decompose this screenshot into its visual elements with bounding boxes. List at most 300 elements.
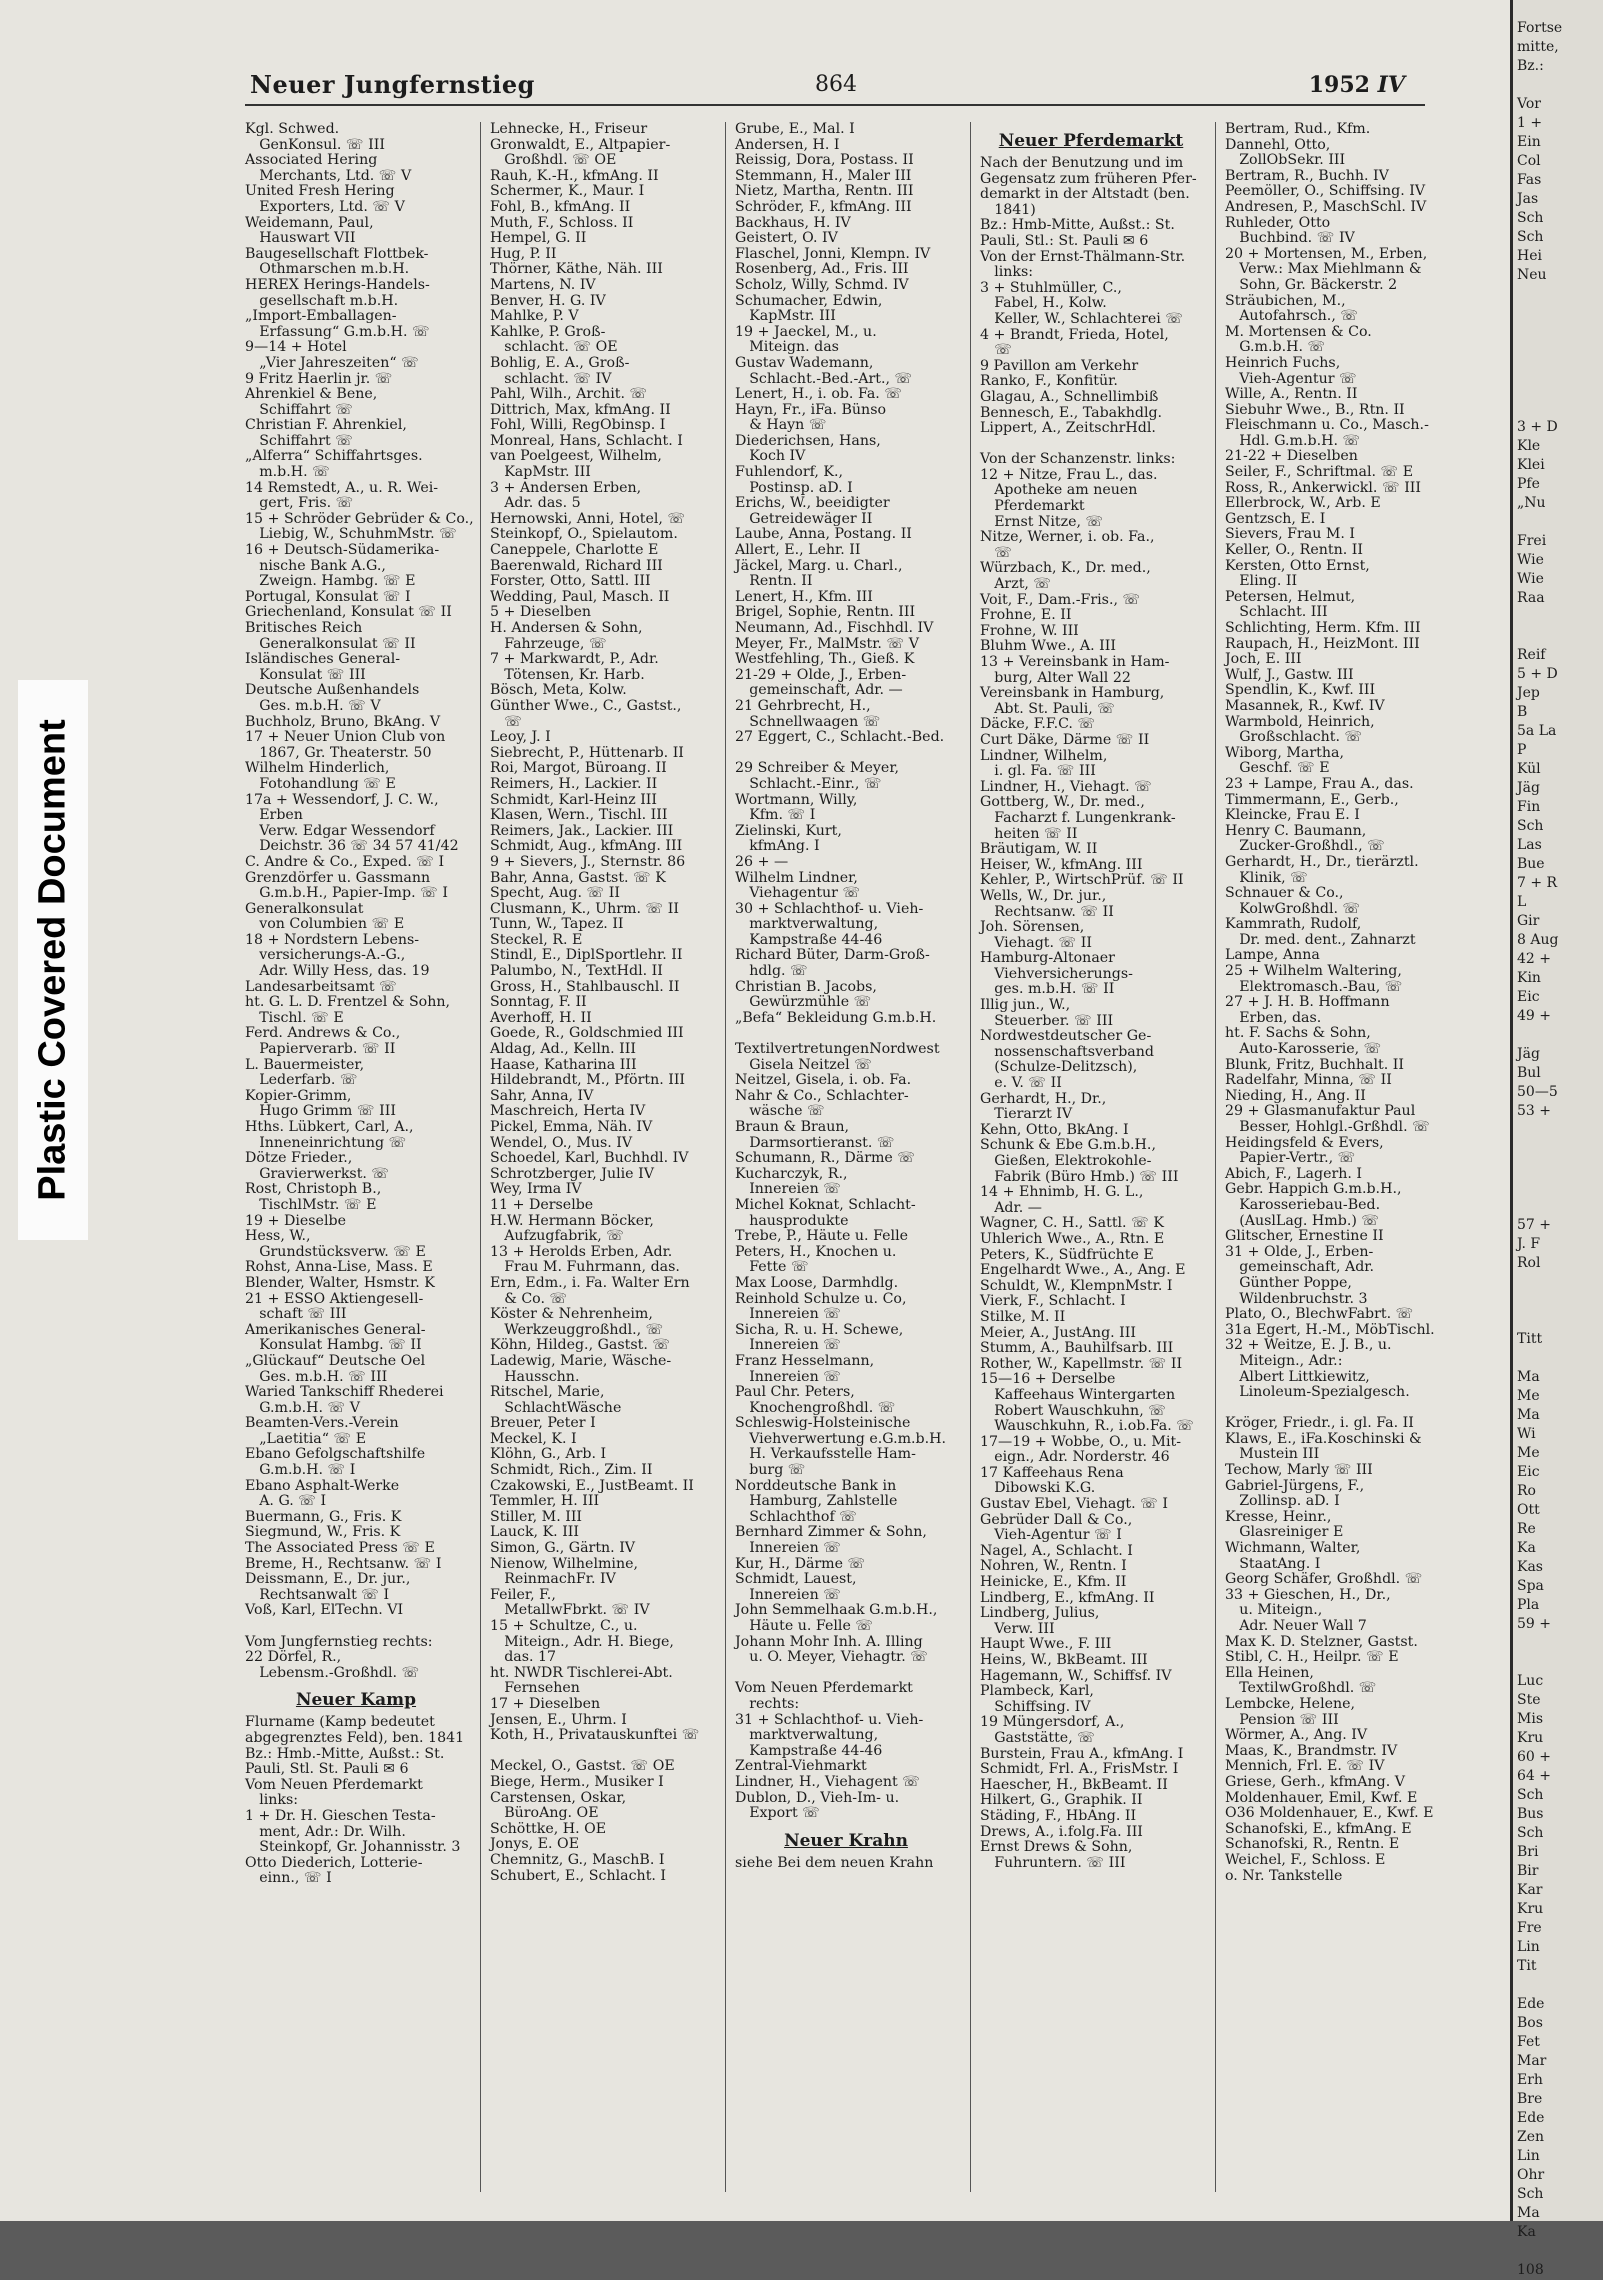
directory-line: hausprodukte [735, 1212, 849, 1229]
directory-line: Ruhleder, Otto [1225, 214, 1331, 231]
adjacent-page-fragment: Kar [1517, 1882, 1543, 1898]
directory-line: Zielinski, Kurt, [735, 822, 842, 839]
directory-line: Bohlig, E. A., Groß- [490, 354, 630, 371]
directory-line: Fette ☏ [735, 1259, 809, 1276]
adjacent-page-fragment: L [1517, 894, 1527, 910]
directory-line: Backhaus, H. IV [735, 214, 851, 231]
directory-line: 27 + J. H. B. Hoffmann [1225, 994, 1390, 1011]
directory-line: 19 Müngersdorf, A., [980, 1714, 1125, 1731]
directory-line: Wauschkuhn, R., i.ob.Fa. ☏ [980, 1418, 1195, 1435]
directory-line: Petersen, Helmut, [1225, 588, 1356, 605]
directory-line: 17 + Dieselben [490, 1695, 601, 1712]
directory-line: Thörner, Käthe, Näh. III [490, 261, 663, 278]
directory-line: Schiffahrt ☏ [245, 401, 353, 418]
directory-line: Gottberg, W., Dr. med., [980, 794, 1145, 811]
directory-line: StaatAng. I [1225, 1555, 1321, 1572]
directory-line: Schumann, R., Därme ☏ [735, 1150, 916, 1167]
directory-line: 13 + Vereinsbank in Ham- [980, 654, 1170, 670]
adjacent-page-fragment: Zen [1517, 2129, 1545, 2145]
adjacent-page-fragment [1513, 608, 1603, 627]
directory-line: Rechtsanw. ☏ II [980, 903, 1114, 920]
directory-line: 19 + Jaeckel, M., u. [735, 323, 877, 340]
directory-line [245, 1619, 467, 1635]
directory-line: Schiffahrt ☏ [245, 432, 353, 449]
plastic-covered-label [18, 680, 88, 1240]
directory-line: Papier-Vertr., ☏ [1225, 1150, 1356, 1167]
directory-line: Schmidt, Rich., Zim. II [490, 1462, 653, 1479]
directory-line: Bräutigam, W. II [980, 841, 1098, 858]
directory-line: Schiffsing. IV [980, 1698, 1091, 1715]
adjacent-page-fragment: Bir [1517, 1863, 1539, 1879]
directory-line: HEREX Herings-Handels- [245, 276, 430, 293]
directory-line: Reinhold Schulze u. Co, [735, 1290, 907, 1307]
directory-line: M. Mortensen & Co. [1225, 323, 1372, 340]
directory-line: Ernst Nitze, ☏ [980, 513, 1104, 530]
directory-line: Abt. St. Pauli, ☏ [980, 700, 1116, 717]
directory-line: Fernsehen [490, 1680, 580, 1697]
directory-line: Glitscher, Ernestine II [1225, 1228, 1384, 1245]
directory-columns [245, 122, 1485, 2202]
directory-line: Neitzel, Gisela, i. ob. Fa. [735, 1072, 912, 1089]
adjacent-page-fragment: Sch [1517, 818, 1544, 834]
directory-line: Christian B. Jacobs, [735, 978, 877, 995]
adjacent-page-fragment: Me [1517, 1445, 1540, 1461]
adjacent-page-fragment: Fre [1517, 1920, 1542, 1936]
directory-line [980, 437, 1202, 453]
directory-line: Isländisches General- [245, 651, 401, 668]
directory-line: Bertram, Rud., Kfm. [1225, 121, 1371, 137]
directory-line: Ross, R., Ankerwickl. ☏ III [1225, 479, 1422, 496]
adjacent-page-fragment: Mis [1517, 1711, 1543, 1727]
directory-line: Fabel, H., Kolw. [980, 295, 1107, 312]
directory-line: Schröder, F., kfmAng. III [735, 198, 912, 215]
directory-line: Wagner, C. H., Sattl. ☏ K [980, 1215, 1164, 1232]
directory-line: (Schulze-Delitzsch), [980, 1059, 1138, 1076]
directory-line: Steckel, R. E [490, 931, 583, 948]
directory-line: Monreal, Hans, Schlacht. I [490, 432, 683, 449]
directory-line: G.m.b.H. ☏ I [245, 1462, 356, 1479]
directory-line: Aldag, Ad., Kelln. III [490, 1041, 636, 1058]
directory-line: gemeinschaft, Adr. [1225, 1259, 1375, 1276]
directory-line: Vom Neuen Pferdemarkt [245, 1776, 423, 1793]
directory-line: Zentral-Viehmarkt [735, 1758, 867, 1775]
directory-line: 9 + Sievers, J., Sternstr. 86 [490, 853, 686, 870]
directory-line: Schoedel, Karl, Buchhdl. IV [490, 1150, 689, 1167]
directory-line [490, 1744, 712, 1760]
directory-line: Forster, Otto, Sattl. III [490, 573, 651, 590]
directory-line: „Import-Emballagen- [245, 308, 397, 325]
adjacent-page-fragment: Sch [1517, 1787, 1544, 1803]
directory-line: Caneppele, Charlotte E [490, 542, 659, 559]
directory-line: Autofahrsch., ☏ [1225, 308, 1359, 325]
directory-line: Moldenhauer, Emil, Kwf. E [1225, 1789, 1418, 1806]
directory-line: 29 + Glasmanufaktur Paul [1225, 1103, 1416, 1120]
directory-line: Kampstraße 44-46 [735, 931, 883, 948]
directory-line: Dannehl, Otto, [1225, 136, 1331, 153]
directory-line: 31 + Schlachthof- u. Vieh- [735, 1711, 924, 1728]
directory-line: Plato, O., BlechwFabrt. ☏ [1225, 1306, 1414, 1323]
directory-line: Pension ☏ III [1225, 1711, 1339, 1728]
directory-line: Verw.: Max Miehlmann & [1225, 261, 1422, 278]
adjacent-page-fragment [1513, 1197, 1603, 1216]
directory-line: Gebr. Happich G.m.b.H., [1225, 1181, 1402, 1198]
directory-line: Deutsche Außenhandels [245, 682, 420, 699]
adjacent-page-fragment: Me [1517, 1388, 1540, 1404]
adjacent-page-fragment [1513, 0, 1603, 19]
directory-line: Häute u. Felle ☏ [735, 1618, 874, 1634]
directory-line: Auto-Karosserie, ☏ [1225, 1041, 1382, 1058]
directory-line: Bluhm Wwe., A. III [980, 638, 1116, 655]
directory-line: „Vier Jahreszeiten“ ☏ [245, 354, 419, 371]
directory-line: Getreidewäger II [735, 510, 873, 527]
directory-line: Buchholz, Bruno, BkAng. V [245, 713, 441, 730]
column-3 [735, 122, 957, 2202]
directory-line: Hernowski, Anni, Hotel, ☏ [490, 510, 686, 527]
adjacent-page-fragment: Neu [1517, 267, 1547, 283]
column-divider [725, 122, 726, 2192]
adjacent-page-fragment: 64 + [1517, 1768, 1551, 1784]
directory-line: Reimers, H., Lackier. II [490, 775, 658, 792]
directory-line: Adr. das. 5 [490, 495, 581, 512]
directory-line: (AuslLag. Hmb.) ☏ [1225, 1212, 1380, 1229]
directory-line: Vierk, F., Schlacht. I [980, 1293, 1126, 1310]
directory-line: Andersen, H. I [735, 136, 840, 153]
directory-line: gert, Fris. ☏ [245, 495, 354, 512]
directory-line: Schrotzberger, Julie IV [490, 1165, 654, 1182]
directory-line: Raupach, H., HeizMont. III [1225, 635, 1420, 652]
adjacent-page-fragment: P [1517, 742, 1527, 758]
directory-line: Wilhelm Lindner, [735, 869, 858, 886]
directory-line: Wedding, Paul, Masch. II [490, 588, 670, 605]
adjacent-page-fragment: 1 + [1517, 115, 1543, 131]
directory-line: Stibl, C. H., Heilpr. ☏ E [1225, 1649, 1399, 1666]
directory-line: Braun & Braun, [735, 1119, 850, 1135]
directory-line: Ges. m.b.H. ☏ V [245, 697, 381, 714]
directory-line [735, 1026, 957, 1042]
directory-line: Weidemann, Paul, [245, 214, 374, 231]
directory-line: ☏ [490, 713, 522, 730]
directory-line: Wilhelm Hinderlich, [245, 760, 390, 777]
directory-line: Jonys, E. OE [490, 1836, 580, 1853]
adjacent-page-fragment: Sch [1517, 210, 1544, 226]
directory-line: Schnauer & Co., [1225, 885, 1344, 902]
directory-line: Nahr & Co., Schlachter- [735, 1087, 909, 1104]
adjacent-page-fragment [1513, 1976, 1603, 1995]
directory-line: u. O. Meyer, Viehagtr. ☏ [735, 1649, 929, 1666]
directory-line: Fabrik (Büro Hmb.) ☏ III [980, 1168, 1179, 1185]
directory-line: Brigel, Sophie, Rentn. III [735, 604, 916, 621]
directory-line: Wildenbruchstr. 3 [1225, 1290, 1368, 1307]
directory-line: Konsulat ☏ III [245, 666, 366, 683]
directory-line: Portugal, Konsulat ☏ I [245, 588, 411, 605]
adjacent-page-fragment: Erh [1517, 2072, 1543, 2088]
directory-line: 1867, Gr. Theaterstr. 50 [245, 744, 432, 761]
directory-line: Adr. — [980, 1199, 1042, 1216]
directory-line: TischlMstr. ☏ E [245, 1196, 377, 1213]
directory-line: Postinsp. aD. I [735, 479, 853, 496]
directory-line: Ern, Edm., i. Fa. Walter Ern [490, 1274, 690, 1291]
directory-line: 16 + Deutsch-Südamerika- [245, 542, 440, 559]
directory-line: Michel Koknat, Schlacht- [735, 1196, 916, 1213]
directory-line: Fleischmann u. Co., Masch.- [1225, 417, 1429, 434]
directory-line: Engelhardt Wwe., A., Ang. E [980, 1262, 1186, 1279]
directory-line: Verw. Edgar Wessendorf [245, 822, 435, 839]
directory-line: Franz Hesselmann, [735, 1352, 875, 1369]
directory-line: Wiborg, Martha, [1225, 744, 1344, 761]
adjacent-page-fragment [1513, 1159, 1603, 1178]
directory-line: Lindner, H., Viehagt. ☏ [980, 778, 1152, 795]
directory-line: 31a Egert, H.-M., MöbTischl. [1225, 1321, 1435, 1338]
adjacent-page-fragment: 3 + D [1517, 419, 1558, 435]
directory-line: Gießen, Elektrokohle- [980, 1153, 1152, 1169]
adjacent-page-fragment: Jäg [1517, 1046, 1540, 1062]
directory-line: TextilwGroßhdl. ☏ [1225, 1680, 1377, 1697]
directory-line: 9 Pavillon am Verkehr [980, 357, 1139, 374]
directory-line: 21-29 + Olde, J., Erben- [735, 666, 907, 683]
directory-line: Peters, K., Südfrüchte E [980, 1246, 1154, 1263]
directory-line: Gebrüder Dall & Co., [980, 1511, 1133, 1528]
directory-line: Viehagt. ☏ II [980, 934, 1092, 951]
plastic-covered-label-text: Plastic Covered Document [31, 719, 74, 1201]
directory-line: ges. m.b.H. ☏ II [980, 981, 1115, 998]
directory-line: Nietz, Martha, Rentn. III [735, 183, 914, 200]
adjacent-page-fragment [1513, 1634, 1603, 1653]
directory-line: Vom Neuen Pferdemarkt [735, 1680, 913, 1697]
adjacent-page-fragment: Lin [1517, 2148, 1540, 2164]
directory-line: 13 + Herolds Erben, Adr. [490, 1243, 673, 1260]
directory-line: ☏ [980, 544, 1012, 561]
directory-line: Frohne, E. II [980, 607, 1072, 624]
directory-line: Export ☏ [735, 1805, 820, 1822]
directory-line: Schlachthof ☏ [735, 1508, 857, 1525]
directory-line: Buchbind. ☏ IV [1225, 230, 1355, 247]
adjacent-page-fragment: 49 + [1517, 1008, 1551, 1024]
directory-line: Geistert, O. IV [735, 230, 838, 247]
directory-line: Günther Wwe., C., Gastst., [490, 697, 682, 714]
adjacent-page-fragment [1513, 323, 1603, 342]
directory-line: Weichel, F., Schloss. E [1225, 1851, 1386, 1868]
directory-line: Gross, H., Stahlbauschl. II [490, 978, 680, 995]
directory-line: Deissmann, E., Dr. jur., [245, 1571, 411, 1588]
directory-line: 21-22 + Dieselben [1225, 448, 1358, 465]
adjacent-page-fragment: Reif [1517, 647, 1546, 663]
directory-line: Schlichting, Herm. Kfm. III [1225, 620, 1421, 636]
directory-line: Othmarschen m.b.H. [245, 261, 410, 278]
directory-line: Maas, K., Brandmstr. IV [1225, 1742, 1398, 1759]
directory-line: Hilkert, G., Graphik. II [980, 1792, 1143, 1809]
directory-line: Schubert, E., Schlacht. I [490, 1867, 667, 1884]
directory-line: Ebano Asphalt-Werke [245, 1477, 400, 1494]
directory-line: Martens, N. IV [490, 276, 596, 293]
directory-line: & Co. ☏ [490, 1290, 568, 1307]
directory-line: Norddeutsche Bank in [735, 1477, 897, 1494]
directory-line: Fuhlendorf, K., [735, 464, 843, 481]
directory-line: 25 + Wilhelm Waltering, [1225, 963, 1402, 980]
directory-line: Zollinsp. aD. I [1225, 1493, 1340, 1510]
directory-line: „Glückauf“ Deutsche Oel [245, 1352, 426, 1369]
directory-line: Sicha, R. u. H. Schewe, [735, 1321, 904, 1338]
directory-line: Kresse, Heinr., [1225, 1508, 1332, 1525]
adjacent-page-fragment: Ka [1517, 1540, 1536, 1556]
directory-line: Fotohandlung ☏ E [245, 775, 396, 792]
adjacent-page-fragment: Bos [1517, 2015, 1543, 2031]
directory-line: Heidingsfeld & Evers, [1225, 1134, 1384, 1151]
adjacent-page-fragment: „Nu [1517, 495, 1546, 511]
adjacent-page-fragment [1513, 1178, 1603, 1197]
directory-line: Lembcke, Helene, [1225, 1695, 1356, 1712]
directory-line: Voß, Karl, ElTechn. VI [245, 1602, 404, 1619]
directory-line: Stindl, E., DiplSportlehr. II [490, 947, 683, 964]
column-divider [480, 122, 481, 2192]
directory-line: Christian F. Ahrenkiel, [245, 417, 407, 434]
directory-line: Lindberg, E., kfmAng. II [980, 1589, 1155, 1606]
directory-line: Carstensen, Oskar, [490, 1789, 627, 1806]
directory-line: 26 + — [735, 853, 789, 870]
directory-line: The Associated Press ☏ E [245, 1540, 435, 1557]
directory-line: Bennesch, E., Tabakhdlg. [980, 404, 1163, 421]
directory-line: Pickel, Emma, Näh. IV [490, 1119, 653, 1135]
directory-line: Schlacht.-Bed.-Art., ☏ [735, 370, 913, 387]
directory-line: Generalkonsulat [245, 900, 364, 917]
adjacent-page-fragment [1513, 2242, 1603, 2261]
directory-line: Breuer, Peter I [490, 1415, 596, 1432]
directory-line: Vieh-Agentur ☏ [1225, 370, 1357, 387]
directory-line: Rost, Christoph B., [245, 1181, 382, 1198]
directory-line: Beamten-Vers.-Verein [245, 1415, 399, 1432]
directory-line: 17—19 + Wobbe, O., u. Mit- [980, 1433, 1181, 1450]
directory-line: Rechtsanwalt ☏ I [245, 1586, 390, 1603]
directory-line: Facharzt f. Lungenkrank- [980, 809, 1176, 826]
directory-line: Ella Heinen, [1225, 1664, 1314, 1681]
directory-line: Vereinsbank in Hamburg, [980, 685, 1165, 702]
directory-line: demarkt in der Altstadt (ben. [980, 186, 1190, 203]
directory-line: o. Nr. Tankstelle [1225, 1867, 1343, 1884]
adjacent-page-fragment: 53 + [1517, 1103, 1551, 1119]
directory-line: Andresen, P., MaschSchl. IV [1225, 198, 1427, 215]
adjacent-page-fragment: Wi [1517, 1426, 1536, 1442]
directory-line: burg ☏ [735, 1462, 806, 1479]
directory-line: Curt Däke, Därme ☏ II [980, 731, 1150, 748]
directory-line: 19 + Dieselbe [245, 1212, 346, 1229]
directory-line: Wille, A., Rentn. II [1225, 386, 1358, 403]
directory-line: Timmermann, E., Gerb., [1225, 791, 1399, 808]
directory-line: Kucharczyk, R., [735, 1165, 848, 1182]
directory-line: Mahlke, P. V [490, 308, 579, 325]
directory-line: H. Verkaufsstelle Ham- [735, 1446, 916, 1463]
directory-line: e. V. ☏ II [980, 1075, 1062, 1092]
directory-line: John Semmelhaak G.m.b.H., [735, 1602, 938, 1619]
directory-line: Allert, E., Lehr. II [735, 542, 861, 559]
directory-line: Chemnitz, G., MaschB. I [490, 1851, 665, 1868]
directory-line: Trebe, P., Häute u. Felle [735, 1228, 909, 1245]
header-street-name: Neuer Jungfernstieg [250, 70, 535, 99]
directory-line: Schanofski, E., kfmAng. E [1225, 1820, 1412, 1837]
directory-line: Kur, H., Därme ☏ [735, 1555, 866, 1572]
directory-line: Steuerber. ☏ III [980, 1012, 1114, 1029]
adjacent-page-fragment: Raa [1517, 590, 1545, 606]
directory-line: Lippert, A., ZeitschrHdl. [980, 420, 1156, 437]
directory-line: Richard Büter, Darm-Groß- [735, 947, 930, 964]
directory-line: ReinmachFr. IV [490, 1571, 616, 1588]
directory-line: KapMstr. III [490, 464, 591, 481]
directory-line: 11 + Derselbe [490, 1196, 594, 1213]
directory-line: Däcke, F.F.C. ☏ [980, 716, 1096, 733]
adjacent-page-fragment: Jas [1517, 191, 1539, 207]
street-heading: Neuer Pferdemarkt [998, 131, 1184, 151]
directory-line: Illig jun., W., [980, 997, 1071, 1014]
directory-line: Adr. Neuer Wall 7 [1225, 1618, 1367, 1634]
directory-line: „Laetitia“ ☏ E [245, 1430, 367, 1447]
adjacent-page-fragment: Mar [1517, 2053, 1547, 2069]
directory-line: Hess, W., [245, 1228, 311, 1245]
directory-line: schlacht. ☏ OE [490, 339, 618, 356]
adjacent-page-fragment: Tit [1517, 1958, 1537, 1974]
directory-line: 1 + Dr. H. Gieschen Testa- [245, 1807, 436, 1824]
directory-line: Gegensatz zum früheren Pfer- [980, 170, 1197, 187]
directory-line: Gaststätte, ☏ [980, 1729, 1095, 1746]
directory-line: 33 + Gieschen, H., Dr., [1225, 1586, 1391, 1603]
directory-line: Schmidt, Aug., kfmAng. III [490, 838, 683, 855]
directory-line: Mennich, Frl. E. ☏ IV [1225, 1758, 1385, 1775]
directory-line: Dublon, D., Vieh-Im- u. [735, 1789, 900, 1806]
adjacent-page-fragment: Jäg [1517, 780, 1540, 796]
adjacent-page-fragment [1513, 1349, 1603, 1368]
directory-line: Clusmann, K., Uhrm. ☏ II [490, 900, 679, 917]
directory-line: ht. G. L. D. Frentzel & Sohn, [245, 994, 450, 1011]
directory-line: Griechenland, Konsulat ☏ II [245, 604, 452, 621]
directory-line: Biege, Herm., Musiker I [490, 1773, 664, 1790]
directory-line: 17 Kaffeehaus Rena [980, 1464, 1124, 1481]
directory-line: Johann Mohr Inh. A. Illing [735, 1633, 923, 1650]
directory-line: Innereien ☏ [735, 1540, 841, 1557]
directory-line: 12 + Nitze, Frau L., das. [980, 466, 1158, 483]
adjacent-page-fragment: Bul [1517, 1065, 1541, 1081]
directory-line: Lehnecke, H., Friseur [490, 121, 648, 137]
directory-line: Radelfahr, Minna, ☏ II [1225, 1072, 1392, 1089]
directory-line: ZollObSekr. III [1225, 152, 1346, 169]
directory-line: Hugo Grimm ☏ III [245, 1103, 396, 1120]
directory-line: Joh. Sörensen, [980, 919, 1085, 936]
adjacent-page-fragment: Kül [1517, 761, 1541, 777]
directory-line: Meyer, Fr., MalMstr. ☏ V [735, 635, 919, 652]
adjacent-page-fragment: Ohr [1517, 2167, 1545, 2183]
directory-line: Erichs, W., beeidigter [735, 495, 890, 512]
adjacent-page-fragment [1513, 1653, 1603, 1672]
directory-line: G.m.b.H. ☏ V [245, 1399, 360, 1416]
directory-line [735, 1666, 957, 1682]
adjacent-page-fragment [1513, 399, 1603, 418]
directory-line: Leoy, J. I [490, 729, 551, 746]
directory-line: Averhoff, H. II [490, 1009, 592, 1026]
directory-line: Grundstücksverw. ☏ E [245, 1243, 426, 1260]
directory-line: Ladewig, Marie, Wäsche- [490, 1352, 672, 1369]
directory-line: 21 Gehrbrecht, H., [735, 697, 871, 714]
adjacent-page-fragment: Ste [1517, 1692, 1541, 1708]
directory-line: Köster & Nehrenheim, [490, 1306, 653, 1323]
directory-line: Pahl, Wilh., Archit. ☏ [490, 386, 648, 403]
directory-line: einn., ☏ I [245, 1870, 332, 1887]
directory-line: Bertram, R., Buchh. IV [1225, 167, 1389, 184]
directory-line: Gronwaldt, E., Altpapier- [490, 136, 671, 153]
directory-line: SchlachtWäsche [490, 1399, 622, 1416]
directory-line: Masannek, R., Kwf. IV [1225, 697, 1385, 714]
adjacent-page-fragment: Kru [1517, 1901, 1544, 1917]
directory-line: Heinrich Fuchs, [1225, 354, 1341, 371]
directory-line: Nordwestdeutscher Ge- [980, 1028, 1152, 1045]
directory-line: Bz.: Hmb.-Mitte, Außst.: St. [245, 1745, 445, 1762]
directory-line: Schuldt, W., KlempnMstr. I [980, 1277, 1173, 1294]
directory-line: Vieh-Agentur ☏ I [980, 1527, 1122, 1544]
